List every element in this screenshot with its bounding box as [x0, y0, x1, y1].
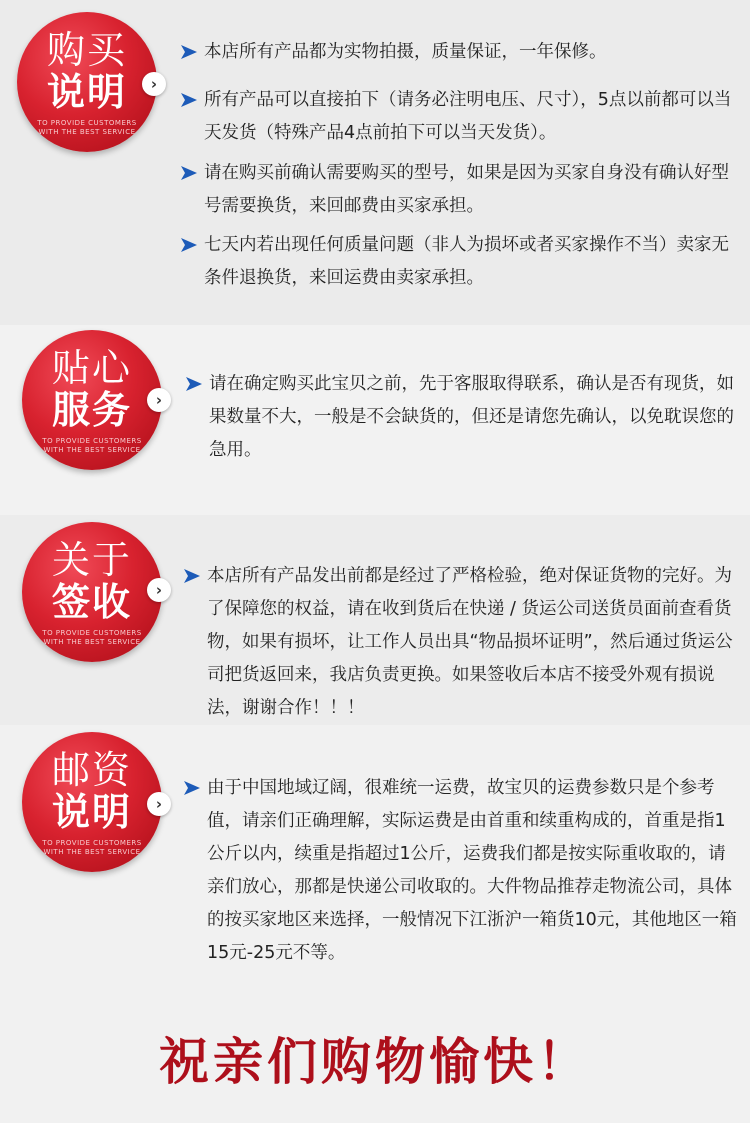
- badge-subtitle: [22, 839, 162, 857]
- badge-subtitle-line: WITH THE BEST SERVICE: [43, 848, 141, 856]
- list-item-text: 本店所有产品发出前都是经过了严格检验，绝对保证货物的完好。为了保障您的权益，请在收到货后在快递 / 货运公司送货员面前查看货物，如果有损坏，让工作人员出具“物品损坏证明”，然后通过货运公司把货返回来，我店负责更换。如果签收后本店不接受外观有损说法，谢谢合作！！！: [207, 566, 733, 718]
- chevron-right-icon: ›: [142, 72, 166, 96]
- list-item-text: 请在确定购买此宝贝之前，先于客服取得联系，确认是否有现货，如果数量不大，一般是不会缺货的，但还是请您先确认，以免耽误您的急用。: [209, 374, 734, 460]
- blue-arrow-icon: [180, 91, 198, 109]
- badge-title-bottom: 服务: [51, 388, 132, 432]
- chevron-right-icon: ›: [147, 792, 171, 816]
- list-item: [180, 157, 740, 223]
- blue-arrow-icon: [180, 236, 198, 254]
- badge-subtitle-line: WITH THE BEST SERVICE: [38, 128, 136, 136]
- blue-arrow-icon: [185, 375, 203, 393]
- badge-subtitle-line: TO PROVIDE CUSTOMERS: [42, 437, 142, 445]
- badge-title-top: 关于: [51, 538, 132, 582]
- list-item-text: 由于中国地域辽阔，很难统一运费，故宝贝的运费参数只是个参考值，请亲们正确理解，实际运费是由首重和续重构成的，首重是指1公斤以内，续重是指超过1公斤，运费我们都是按实际重收取的，请亲们放心，那都是快递公司收取的。大件物品推荐走物流公司，具体的按买家地区来选择，一般情况下江浙沪一箱货10元，其他地区一箱15元-25元不等。: [207, 778, 737, 963]
- list-item: [180, 36, 740, 69]
- list-item-text: 本店所有产品都为实物拍摄，质量保证，一年保修。: [204, 42, 607, 62]
- list-item: [183, 560, 740, 725]
- badge-subtitle: [17, 119, 157, 137]
- badge-subtitle-line: WITH THE BEST SERVICE: [43, 638, 141, 646]
- postage-info-badge: [22, 732, 162, 872]
- list-item-text: 请在购买前确认需要购买的型号，如果是因为买家自身没有确认好型号需要换货，来回邮费由买家承担。: [204, 163, 729, 216]
- blue-arrow-icon: [183, 779, 201, 797]
- blue-arrow-icon: [180, 164, 198, 182]
- list-item: [180, 84, 740, 150]
- chevron-right-icon: ›: [147, 388, 171, 412]
- caring-service-badge: [22, 330, 162, 470]
- blue-arrow-icon: [180, 43, 198, 61]
- badge-title-top: 贴心: [51, 346, 132, 390]
- chevron-right-icon: ›: [147, 578, 171, 602]
- badge-title-bottom: 说明: [46, 70, 127, 114]
- blue-arrow-icon: [183, 567, 201, 585]
- list-item: [180, 229, 740, 295]
- purchase-info-badge: [17, 12, 157, 152]
- list-item-text: 所有产品可以直接拍下（请务必注明电压、尺寸），5点以前都可以当天发货（特殊产品4点前拍下可以当天发货）。: [204, 90, 732, 143]
- badge-subtitle-line: TO PROVIDE CUSTOMERS: [37, 119, 137, 127]
- closing-message: 祝亲们购物愉快！: [159, 1032, 591, 1091]
- badge-subtitle-line: WITH THE BEST SERVICE: [43, 446, 141, 454]
- badge-subtitle: [22, 437, 162, 455]
- badge-subtitle-line: TO PROVIDE CUSTOMERS: [42, 839, 142, 847]
- badge-title-bottom: 说明: [51, 790, 132, 834]
- list-item: [183, 772, 740, 970]
- delivery-receipt-badge: [22, 522, 162, 662]
- badge-title-bottom: 签收: [51, 580, 132, 624]
- badge-title-top: 邮资: [51, 748, 132, 792]
- list-item-text: 七天内若出现任何质量问题（非人为损坏或者买家操作不当）卖家无条件退换货，来回运费由卖家承担。: [204, 235, 729, 288]
- badge-subtitle-line: TO PROVIDE CUSTOMERS: [42, 629, 142, 637]
- list-item: [185, 368, 740, 467]
- badge-subtitle: [22, 629, 162, 647]
- badge-title-top: 购买: [46, 28, 127, 72]
